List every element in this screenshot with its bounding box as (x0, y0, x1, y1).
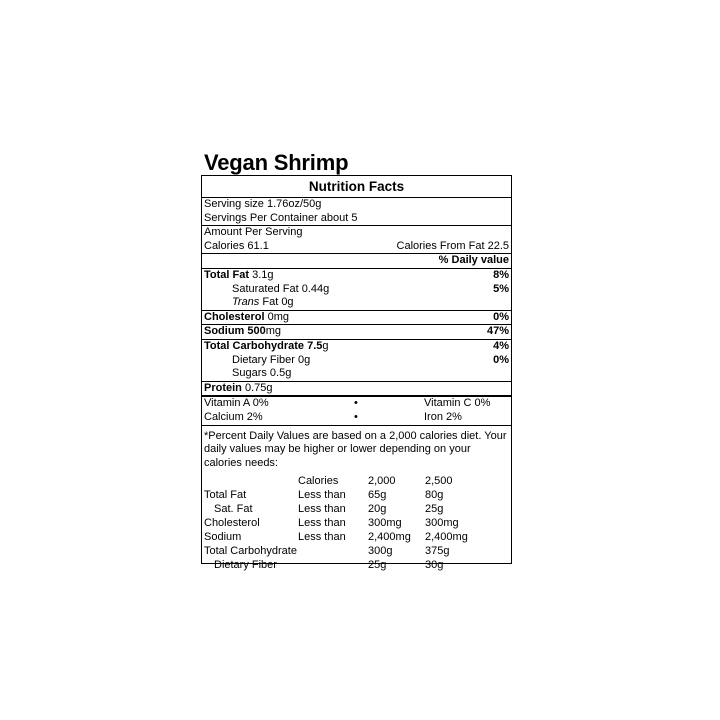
saturated-fat-row: Saturated Fat 0.44g 5% (232, 282, 509, 295)
product-title: Vegan Shrimp (204, 150, 349, 175)
calories: Calories 61.1 (204, 239, 269, 252)
daily-values-table (204, 474, 485, 572)
sugars-row: Sugars 0.5g (202, 367, 511, 382)
table-row: Total Fat Less than 65g 80g (204, 489, 444, 502)
table-row: Dietary Fiber 25g 30g (214, 559, 444, 572)
total-fat-row: Total Fat 3.1g 8% (204, 268, 509, 281)
bullet-separator: • (354, 410, 358, 423)
vitamin-row-1: Vitamin A 0% • Vitamin C 0% (204, 397, 491, 410)
table-row: Cholesterol Less than 300mg 300mg (204, 517, 459, 530)
table-row: Sat. Fat Less than 20g 25g (214, 503, 444, 516)
table-row: Total Carbohydrate 300g 375g (204, 545, 450, 558)
servings-per-container: Servings Per Container about 5 (202, 212, 511, 227)
footnote: *Percent Daily Values are based on a 2,000 calories diet. Your daily values may be higher or lower depending on your calories needs: (204, 429, 507, 469)
cholesterol-row: Cholesterol 0mg 0% (202, 311, 511, 326)
vitamin-row-2: Calcium 2% • Iron 2% (202, 411, 511, 426)
dietary-fiber-row: Dietary Fiber 0g 0% (232, 353, 509, 366)
bullet-separator: • (354, 397, 358, 410)
nutrition-facts-title: Nutrition Facts (202, 176, 511, 198)
amount-per-serving: Amount Per Serving (204, 226, 303, 239)
sodium-row: Sodium 500mg 47% (202, 325, 511, 340)
calories-from-fat: Calories From Fat 22.5 (396, 239, 509, 252)
calories-row (202, 240, 511, 255)
serving-size: Serving size 1.76oz/50g (204, 198, 322, 210)
protein-row: Protein 0.75g (202, 382, 511, 398)
table-header: Calories 2,000 2,500 (298, 475, 453, 488)
daily-value-header: % Daily value (202, 254, 511, 269)
total-carb-row: Total Carbohydrate 7.5g 4% (204, 339, 509, 352)
trans-fat-row: Trans Fat 0g (202, 296, 511, 311)
nutrition-facts-panel (201, 175, 512, 572)
table-row: Sodium Less than 2,400mg 2,400mg (204, 531, 468, 544)
